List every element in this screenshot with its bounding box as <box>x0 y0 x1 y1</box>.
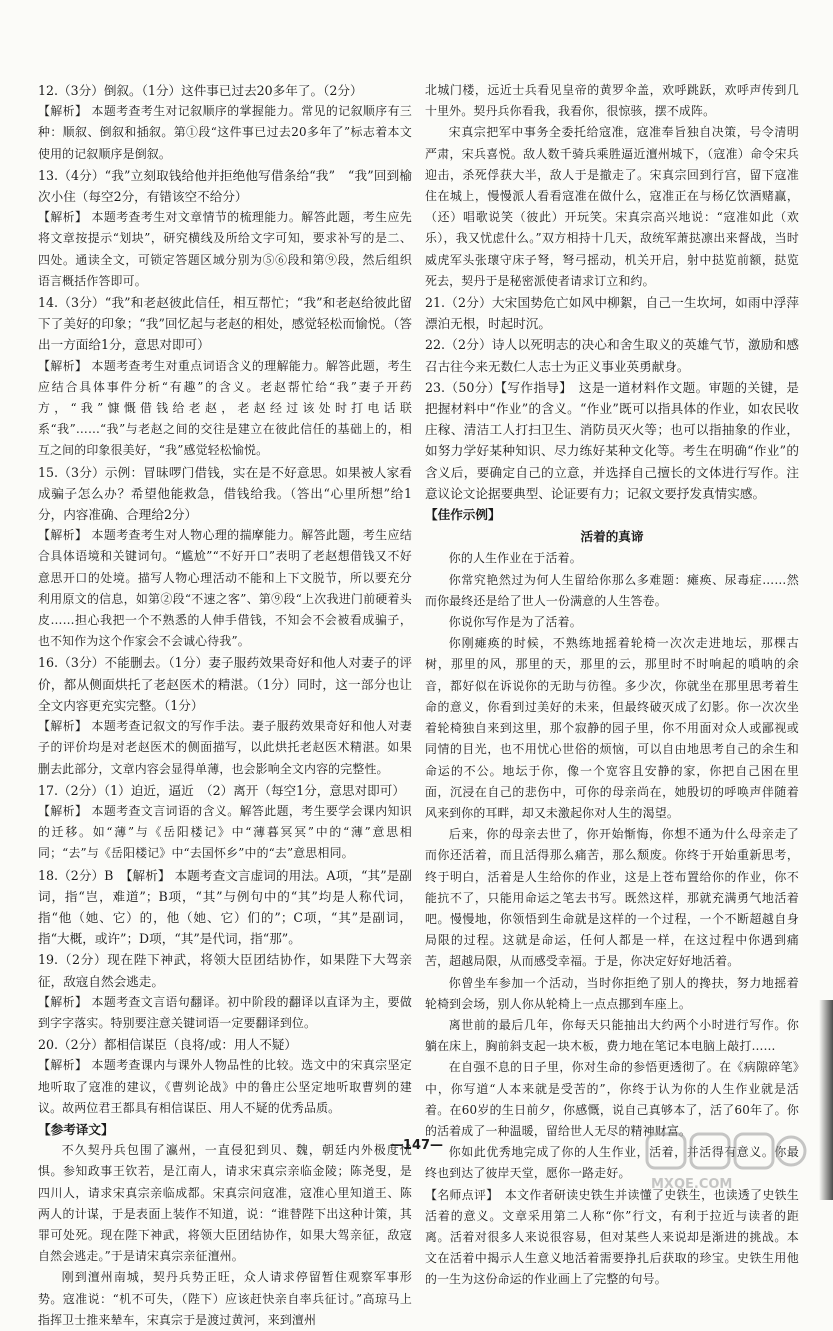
analysis-15: 【解析】 本题考查考生对人物心理的揣摩能力。解答此题，考生应结合具体语境和关键词句。“尴尬”“不好开口”表明了老赵想借钱又不好意思开口的处境。描写人物心理活动不能和上下文脱节，所以要充分利用原文的信息，如第②段“不速之客”、第⑨段“上次我进门前硬着头皮……担心我把一个不熟悉的人伸手借钱，不知会不会被看成骗子，也不知作为这个作家会不会诚心待我”。 <box>38 528 412 649</box>
analysis-16: 【解析】 本题考查记叙文的写作手法。妻子服药效果奇好和他人对妻子的评价均是对老赵医术的侧面描写，以此烘托老赵医术精湛。如果删去此部分，文章内容会显得单薄，也会影响全文内容的完整性。 <box>38 719 412 776</box>
analysis-20: 【解析】 本题考查课内与课外人物品性的比较。选文中的宋真宗坚定地听取了寇准的建议，《曹刿论战》中的鲁庄公坚定地听取曹刿的建议。故两位君王都具有相信谋臣、用人不疑的优秀品质。 <box>38 1058 412 1115</box>
watermark-logo <box>641 1128 811 1192</box>
answer-17: 17.（2分）（1）迫近，逼近 （2）离开（每空1分，意思对即可） <box>38 782 405 798</box>
answer-16: 16.（3分）不能删去。（1分）妻子服药效果奇好和他人对妻子的评价，都从侧面烘托了老赵医术的精湛。（1分）同时，这一部分也让全文内容更充实完整。（1分） <box>38 655 412 713</box>
sample-essay-label: 【佳作示例】 <box>425 507 501 523</box>
svg-text:MXQE.COM: MXQE.COM <box>651 1177 733 1192</box>
answer-14: 14.（3分）“我”和老赵彼此信任，相互帮忙；“我”和老赵给彼此留下了美好的印象；“我”回忆起与老赵的相处，感觉轻松而愉悦。（答出一方面给1分，意思对即可） <box>38 295 412 353</box>
essay-title: 活着的真谛 <box>580 529 644 545</box>
essay-paragraph-7: 离世前的最后几年，你每天只能抽出大约两个小时进行写作。你躺在床上，胸前斜支起一块木板，费力地在笔记本电脑上敲打…… <box>425 1017 799 1054</box>
answer-13: 13.（4分）“我”立刻取钱给他并拒绝他写借条给“我” “我”回到榆次小住（每空2分，有错该空不给分） <box>38 167 412 205</box>
essay-paragraph-8: 在自强不息的日子里，你对生命的参悟更透彻了。在《病隙碎笔》中，你写道“人本来就是受苦的”，你终于认为你的人生作业就是活着。在60岁的生日前夕，你感慨，说自己真够本了，活了60年了。你的活着成了一种温暖，留给世人无尽的精神财富。 <box>425 1060 799 1138</box>
analysis-19: 【解析】 本题考查文言语句翻译。初中阶段的翻译以直译为主，要做到字字落实。特别要注意关键词语一定要翻译到位。 <box>38 994 412 1030</box>
answer-15: 15.（3分）示例：冒昧啰门借钱，实在是不好意思。如果被人家看成骗子怎么办？希望他能救急，借钱给我。（答出“心里所想”给1分，内容准确、合理给2分） <box>38 464 412 523</box>
essay-paragraph-9: 你如此优秀地完成了你的人生作业，活着，并活得有意义。你最终也到达了彼岸天堂，愿你一路走好。 <box>425 1145 799 1181</box>
translation-paragraph-3: 北城门楼，远近士兵看见皇帝的黄罗伞盖，欢呼跳跃，欢呼声传到几十里外。契丹兵你看我，我看你，很惊骇，摆不成阵。 <box>425 83 799 119</box>
page-number: —147— <box>389 1138 444 1153</box>
reference-translation-heading: 【参考译文】 <box>38 1121 114 1137</box>
essay-paragraph-6: 你曾坐车参加一个活动，当时你拒绝了别人的搀扶，努力地摇着轮椅到会场，别人你从轮椅上一点点挪到车座上。 <box>425 975 799 1011</box>
answer-21: 21.（2分）大宋国势危亡如风中柳絮，自己一生坎坷，如雨中浮萍漂泊无根，时起时沉。 <box>425 295 799 332</box>
translation-paragraph-1: 不久契丹兵包围了瀛州，一直侵犯到贝、魏，朝廷内外极度忧惧。参知政事王钦若，是江南人，请求宋真宗亲临金陵；陈尧叟，是四川人，请求宋真宗亲临成都。宋真宗问寇准，寇准心里知道王、陈两人的计谋，于是表面上装作不知道，说：“谁替陛下出这种计策，其罪可处死。现在陛下神武，将领大臣团结协作，如果大驾亲征，敌寇自然会逃走。”于是请宋真宗亲征澶州。 <box>38 1143 412 1264</box>
essay-paragraph-2: 你常究艳然过为何人生留给你那么多难题：瘫痪、尿毒症……然而你最终还是给了世人一份满意的人生答卷。 <box>425 572 799 608</box>
answer-23: 23.（50分）【写作指导】 这是一道材料作文题。审题的关键，是把握材料中“作业”的含义。“作业”既可以指具体的作业，如农民收庄稼、清洁工人打扫卫生、消防员灭火等；也可以指抽象的作业，如努力学好某种知识、尽力练好某种文化等。考生在明确“作业”的含义后，要确定自己的立意，并选择自己擅长的文体进行写作。注意议论文论据要典型、论证要有力；记叙文要抒发真情实感。 <box>425 379 799 501</box>
analysis-14: 【解析】 本题考查考生对重点词语含义的理解能力。解答此题，考生应结合具体事件分析“有趣”的含义。老赵帮忙给“我”妻子开药方，“我”慷慨借钱给老赵，老赵经过该处时打电话联系“我”……“我”与老赵之间的交往是建立在彼此信任的基础上的，相互之间的印象很美好，“我”感觉轻松愉悦。 <box>38 358 412 458</box>
essay-paragraph-1: 你的人生作业在于活着。 <box>448 551 582 566</box>
answer-19: 19.（2分）现在陛下神武，将领大臣团结协作，如果陛下大驾亲征，敌寇自然会逃走。 <box>38 952 412 989</box>
answer-22: 22.（2分）诗人以死明志的决心和舍生取义的英雄气节，激励和感召古往今来无数仁人志士为正义事业英勇献身。 <box>425 337 799 374</box>
analysis-17: 【解析】 本题考查文言词语的含义。解答此题，考生要学会课内知识的迁移。如“薄”与《岳阳楼记》中“薄暮冥冥”中的“薄”意思相同；“去”与《岳阳楼记》中“去国怀乡”中的“去”意思相同。 <box>38 803 412 861</box>
answer-12: 12.（3分）倒叙。（1分）这件事已过去20多年了。（2分） <box>38 83 363 98</box>
essay-paragraph-5: 后来，你的母亲去世了，你开始惭悔，你想不通为什么母亲走了而你还活着，而且活得那么痛苦，那么颓废。你终于开始重新思考，终于明白，活着是人生给你的作业，这是上苍布置给你的作业，你不能抗不了，只能用命运之笔去书写。既然这样，那就充满勇气地活着吧。慢慢地，你领悟到生命就是这样的一个过程，一个不断超越自身局限的过程。这就是命运，任何人都是一样，在这过程中你遇到痛苦，超越局限，从而感受幸福。于是，你决定好好地活着。 <box>425 827 799 969</box>
teacher-comment: 【名师点评】 本文作者研读史铁生并读懂了史铁生，也读透了史铁生活着的意义。文章采用第二人称“你”行文，有利于拉近与读者的距离。活着对很多人来说很容易，但对某些人来说却是渐进的挑战。本文在活着中揭示人生意义地活着需要挣扎后获取的珍宝。史铁生用他的一生为这份命运的作业画上了完整的句号。 <box>425 1187 799 1287</box>
answer-20: 20.（2分）都相信谋臣（良将/或：用人不疑） <box>38 1037 297 1053</box>
translation-paragraph-2: 刚到澶州南城，契丹兵势正旺，众人请求停留暂住观察军事形势。寇准说：“机不可失，（陛下）应该赶快亲自率兵征讨。”高琼马上指挥卫士推来辇车，宋真宗于是渡过黄河，来到澶州 <box>38 1270 412 1327</box>
essay-paragraph-4: 你刚瘫痪的时候，不熟练地摇着轮椅一次次走进地坛，那棵古树，那里的风，那里的天，那里的云，那里时不时响起的嗩呐的余音，都好似在诉说你的无助与彷徨。多少次，你就坐在那里思考着生命的意义，你看到过美好的未来，但最终破灭成了幻影。你一次次坐着轮椅独自来到这里，那个寂静的园子里，你不用面对众人或鄙视或同情的目光，也不用忧心世俗的烦恼，可以自由地思考自己的余生和命运的不公。地坛于你，像一个宽容且安静的家，你把自己困在里面，沉浸在自己的悲伤中，可你的母亲尚在，她殷切的呼唤声伴随着风来到你的耳畔，却又未激起你对人生的渴望。 <box>425 636 799 820</box>
analysis-13: 【解析】 本题考查考生对文章情节的梳理能力。解答此题，考生应先将文章按提示“划块”，研究横线及所给文字可知，要求补写的是二、四处。通读全文，可锁定答题区域分别为⑤⑥段和第⑨段，然后组织语言概括作答即可。 <box>38 210 412 288</box>
right-column <box>425 80 799 1291</box>
answer-18: 18.（2分）B 【解析】 本题考查文言虚词的用法。A项，“其”是副词，指“岂，难道”；B项，“其”与例句中的“其”均是人称代词，指“他（她、它）的，他（她、它）们的”；C项，“其”是副词，指“大概，或许”；D项，“其”是代词，指“那”。 <box>38 867 412 947</box>
translation-paragraph-4: 宋真宗把军中事务全委托给寇准，寇准奉旨独自决策，号令清明严肃，宋兵喜悦。敌人数千骑兵乘胜逼近澶州城下，（寇准）命令宋兵迎击，杀死俘获大半，敌人于是撤走了。宋真宗回到行宫，留下寇准住在城上，慢慢派人看看寇准在做什么，寇准正在与杨亿饮酒赌赢，（还）唱歌说笑（彼此）开玩笑。宋真宗高兴地说：“寇准如此（欢乐），我又忧虑什么。”双方相持十几天，敌统军萧挞凛出来督战，当时威虎军头张瓌守床子弩，弩弓摇动，机关开启，射中挞览前额，挞览死去，契丹于是秘密派使者请求订立和约。 <box>425 125 799 288</box>
page-edge-shadow <box>819 1000 833 1200</box>
essay-paragraph-3: 你说你写作是为了活着。 <box>448 615 582 630</box>
analysis-12: 【解析】 本题考查考生对记叙顺序的掌握能力。常见的记叙顺序有三种：顺叙、倒叙和插叙。第①段“这件事已过去20多年了”标志着本文使用的记叙顺序是倒叙。 <box>38 104 412 161</box>
